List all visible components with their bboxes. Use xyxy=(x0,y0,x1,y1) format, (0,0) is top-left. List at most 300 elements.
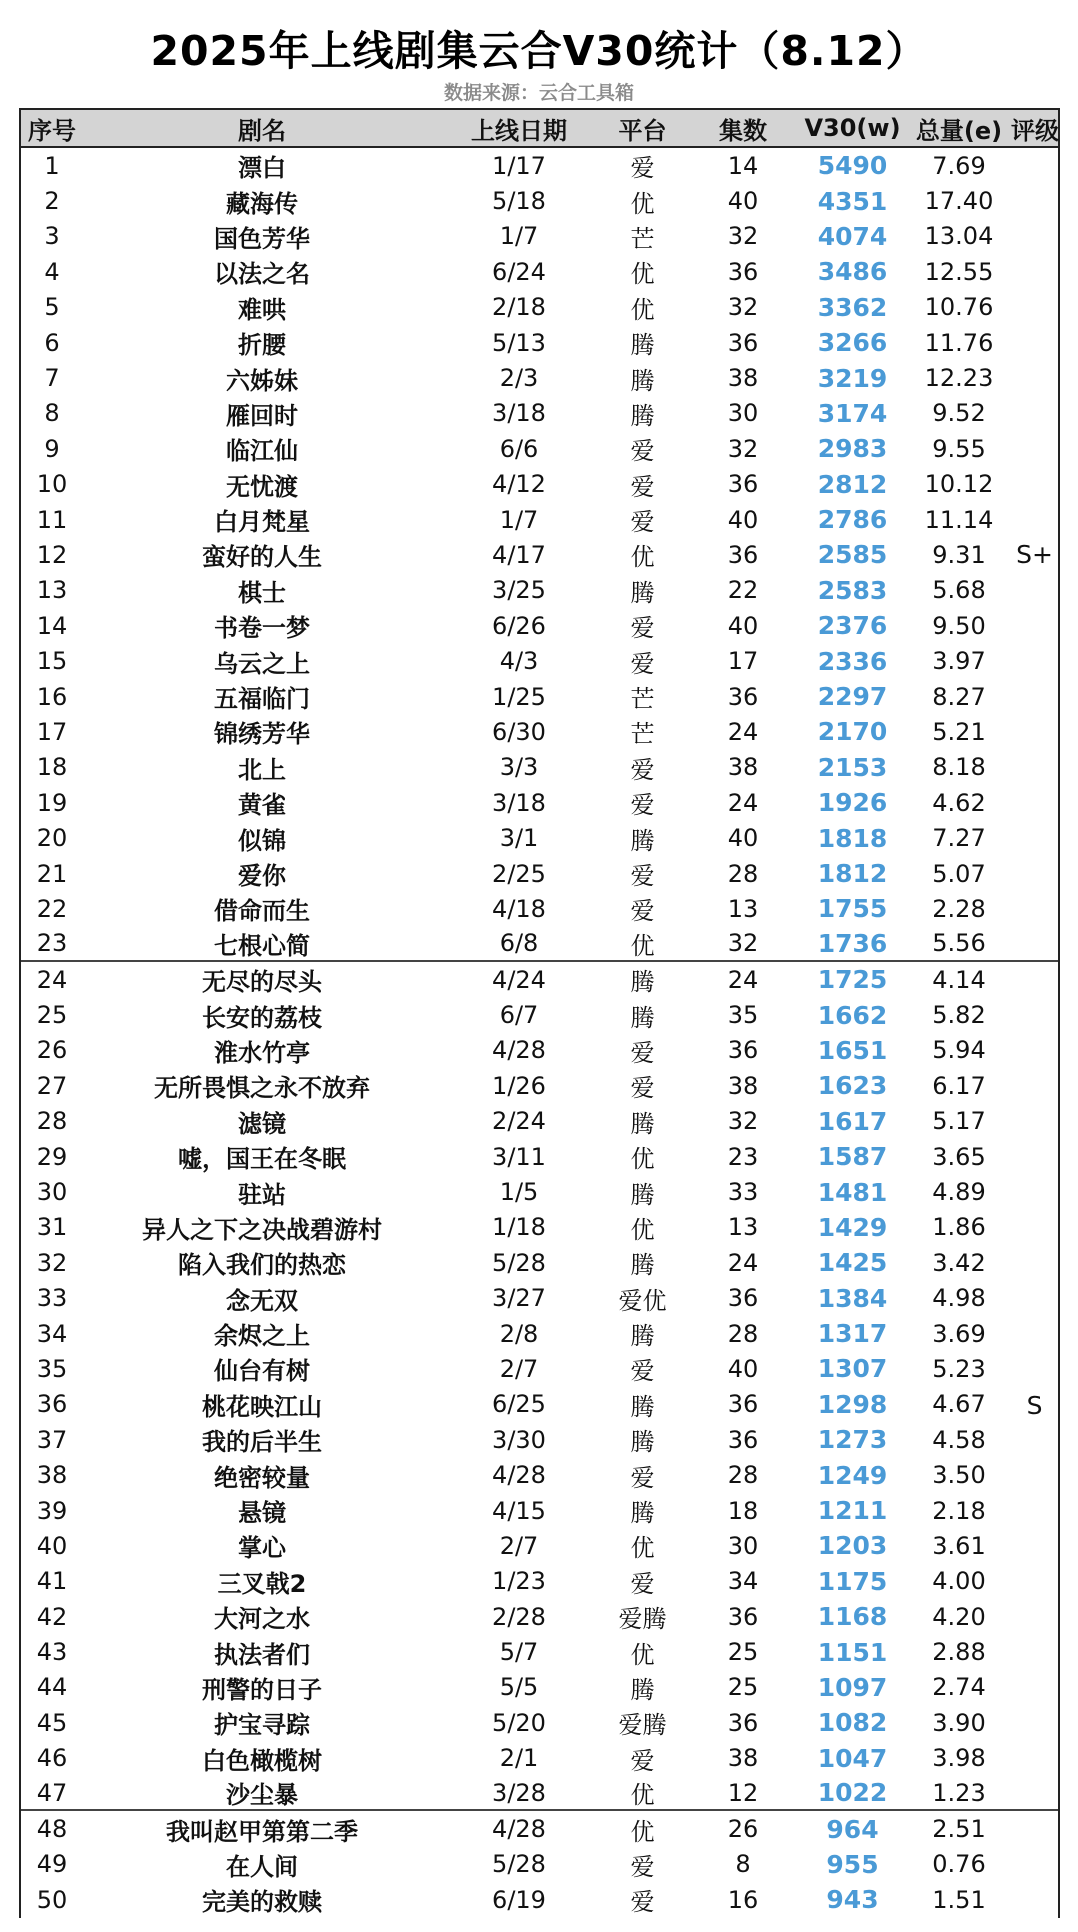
header-total: 总量(e) xyxy=(915,116,1003,145)
cell-date: 1/25 xyxy=(492,682,546,711)
cell-name: 长安的荔枝 xyxy=(202,1003,322,1032)
cell-total: 3.90 xyxy=(932,1708,986,1737)
cell-v30: 1651 xyxy=(817,1035,888,1065)
cell-total: 3.65 xyxy=(932,1142,986,1171)
cell-rank: 50 xyxy=(36,1885,68,1914)
cell-v30: 3219 xyxy=(817,363,888,393)
cell-v30: 1151 xyxy=(817,1637,888,1667)
cell-date: 5/18 xyxy=(492,187,546,216)
cell-total: 1.86 xyxy=(932,1213,986,1242)
cell-episodes: 40 xyxy=(727,187,759,216)
cell-episodes: 38 xyxy=(727,753,759,782)
cell-platform: 腾 xyxy=(630,1251,655,1280)
table-row xyxy=(21,1281,1058,1316)
cell-platform: 优 xyxy=(630,931,655,960)
cell-rank: 33 xyxy=(36,1284,68,1313)
table-row xyxy=(21,1351,1058,1386)
cell-name: 沙尘暴 xyxy=(226,1781,298,1810)
cell-v30: 2170 xyxy=(817,717,888,747)
cell-v30: 2583 xyxy=(817,575,888,605)
cell-platform: 爱 xyxy=(630,437,655,466)
cell-total: 5.94 xyxy=(932,1036,986,1065)
cell-episodes: 17 xyxy=(727,647,759,676)
cell-rank: 2 xyxy=(44,187,60,216)
cell-date: 2/18 xyxy=(492,293,546,322)
cell-rank: 28 xyxy=(36,1107,68,1136)
table-row xyxy=(21,219,1058,254)
cell-date: 6/30 xyxy=(492,717,546,746)
cell-platform: 爱 xyxy=(630,1888,655,1917)
cell-v30: 5490 xyxy=(817,151,888,181)
cell-episodes: 25 xyxy=(727,1638,759,1667)
cell-platform: 优 xyxy=(630,260,655,289)
cell-date: 2/7 xyxy=(499,1354,539,1383)
cell-episodes: 22 xyxy=(727,576,759,605)
table-row xyxy=(21,1741,1058,1776)
cell-platform: 优 xyxy=(630,543,655,572)
cell-platform: 爱 xyxy=(630,1038,655,1067)
cell-platform: 腾 xyxy=(630,331,655,360)
cell-platform: 腾 xyxy=(630,1675,655,1704)
cell-date: 2/7 xyxy=(499,1531,539,1560)
cell-date: 1/7 xyxy=(499,222,539,251)
cell-name: 在人间 xyxy=(226,1852,298,1881)
cell-total: 5.82 xyxy=(932,1001,986,1030)
cell-total: 9.52 xyxy=(932,399,986,428)
cell-date: 5/5 xyxy=(499,1673,539,1702)
cell-total: 2.74 xyxy=(932,1673,986,1702)
cell-date: 5/28 xyxy=(492,1248,546,1277)
cell-name: 我叫赵甲第第二季 xyxy=(166,1817,358,1846)
cell-episodes: 28 xyxy=(727,1461,759,1490)
cell-date: 3/1 xyxy=(499,824,539,853)
cell-date: 5/13 xyxy=(492,328,546,357)
cell-rank: 49 xyxy=(36,1850,68,1879)
table-row xyxy=(21,502,1058,537)
cell-rank: 9 xyxy=(44,434,60,463)
cell-rank: 10 xyxy=(36,470,68,499)
cell-platform: 腾 xyxy=(630,1003,655,1032)
table-row xyxy=(21,148,1058,183)
table-row xyxy=(21,1564,1058,1599)
cell-platform: 腾 xyxy=(630,401,655,430)
cell-platform: 腾 xyxy=(630,1428,655,1457)
cell-v30: 1273 xyxy=(817,1425,888,1455)
cell-episodes: 36 xyxy=(727,1390,759,1419)
cell-episodes: 24 xyxy=(727,788,759,817)
cell-rank: 35 xyxy=(36,1354,68,1383)
cell-platform: 爱优 xyxy=(618,1286,667,1315)
cell-total: 3.69 xyxy=(932,1319,986,1348)
cell-name: 爱你 xyxy=(238,862,286,890)
cell-rank: 3 xyxy=(44,222,60,251)
cell-platform: 腾 xyxy=(630,1392,655,1421)
cell-rank: 29 xyxy=(36,1142,68,1171)
cell-date: 1/23 xyxy=(492,1567,546,1596)
cell-episodes: 38 xyxy=(727,1744,759,1773)
table-body xyxy=(21,148,1058,1918)
cell-name: 滤镜 xyxy=(238,1109,286,1138)
cell-episodes: 36 xyxy=(727,1284,759,1313)
cell-total: 13.04 xyxy=(924,222,994,251)
cell-rank: 34 xyxy=(36,1319,68,1348)
cell-total: 6.17 xyxy=(932,1071,986,1100)
table-row xyxy=(21,785,1058,820)
table-row xyxy=(21,1174,1058,1209)
cell-v30: 3266 xyxy=(817,328,888,358)
table-row xyxy=(21,1776,1058,1811)
table-row xyxy=(21,1245,1058,1280)
cell-total: 4.89 xyxy=(932,1178,986,1207)
cell-episodes: 30 xyxy=(727,1531,759,1560)
cell-name: 书卷一梦 xyxy=(214,614,310,643)
cell-rank: 25 xyxy=(36,1001,68,1030)
table-row xyxy=(21,820,1058,855)
cell-v30: 3486 xyxy=(817,257,888,287)
cell-total: 5.56 xyxy=(932,929,986,958)
cell-rank: 32 xyxy=(36,1248,68,1277)
cell-rank: 1 xyxy=(44,151,60,180)
table-row xyxy=(21,1422,1058,1457)
cell-date: 5/28 xyxy=(492,1850,546,1879)
cell-date: 3/30 xyxy=(492,1425,546,1454)
cell-date: 6/26 xyxy=(492,611,546,640)
cell-name: 三叉戟2 xyxy=(217,1569,307,1598)
cell-episodes: 40 xyxy=(727,1354,759,1383)
cell-date: 6/7 xyxy=(499,1001,539,1030)
cell-date: 1/26 xyxy=(492,1071,546,1100)
cell-name: 北上 xyxy=(238,755,286,784)
table-row xyxy=(21,1104,1058,1139)
cell-name: 掌心 xyxy=(238,1534,286,1563)
cell-v30: 2297 xyxy=(817,682,888,712)
grade-s-plus: S+ xyxy=(1016,540,1053,570)
cell-v30: 1168 xyxy=(817,1602,888,1632)
header-platform: 平台 xyxy=(618,116,667,145)
cell-name: 临江仙 xyxy=(226,437,298,466)
cell-name: 以法之名 xyxy=(214,260,310,289)
table-row xyxy=(21,1493,1058,1528)
table-row xyxy=(21,1528,1058,1563)
cell-rank: 6 xyxy=(44,328,60,357)
cell-total: 2.51 xyxy=(932,1815,986,1844)
cell-rank: 23 xyxy=(36,929,68,958)
cell-total: 9.50 xyxy=(932,611,986,640)
cell-episodes: 18 xyxy=(727,1496,759,1525)
cell-date: 5/20 xyxy=(492,1708,546,1737)
cell-date: 3/3 xyxy=(499,753,539,782)
cell-platform: 爱 xyxy=(630,897,655,926)
cell-platform: 爱 xyxy=(630,154,655,183)
cell-total: 3.50 xyxy=(932,1461,986,1490)
cell-total: 11.14 xyxy=(924,505,994,534)
cell-name: 国色芳华 xyxy=(214,224,310,253)
cell-platform: 爱 xyxy=(630,1357,655,1386)
cell-rank: 4 xyxy=(44,257,60,286)
cell-v30: 1926 xyxy=(817,788,888,818)
cell-episodes: 40 xyxy=(727,611,759,640)
header-name: 剧名 xyxy=(238,116,286,145)
cell-episodes: 32 xyxy=(727,222,759,251)
cell-name: 嘘，国王在冬眠 xyxy=(178,1145,346,1174)
cell-total: 5.21 xyxy=(932,717,986,746)
table-row xyxy=(21,1139,1058,1174)
cell-total: 7.69 xyxy=(932,151,986,180)
cell-v30: 1047 xyxy=(817,1743,888,1773)
cell-date: 6/6 xyxy=(499,434,539,463)
cell-v30: 2983 xyxy=(817,434,888,464)
table-row xyxy=(21,254,1058,289)
cell-platform: 优 xyxy=(630,1640,655,1669)
cell-name: 白色橄榄树 xyxy=(202,1746,322,1775)
cell-v30: 2153 xyxy=(817,752,888,782)
cell-v30: 1818 xyxy=(817,823,888,853)
cell-v30: 3174 xyxy=(817,398,888,428)
table-row xyxy=(21,290,1058,325)
cell-episodes: 33 xyxy=(727,1178,759,1207)
cell-episodes: 36 xyxy=(727,540,759,569)
cell-platform: 优 xyxy=(630,1215,655,1244)
cell-rank: 15 xyxy=(36,647,68,676)
cell-name: 白月梵星 xyxy=(214,508,310,537)
table-row xyxy=(21,431,1058,466)
cell-date: 2/24 xyxy=(492,1107,546,1136)
cell-episodes: 32 xyxy=(727,293,759,322)
cell-platform: 优 xyxy=(630,1534,655,1563)
cell-platform: 优 xyxy=(630,189,655,218)
cell-rank: 13 xyxy=(36,576,68,605)
table-row xyxy=(21,962,1058,997)
cell-date: 4/17 xyxy=(492,540,546,569)
cell-total: 4.62 xyxy=(932,788,986,817)
cell-platform: 优 xyxy=(630,1145,655,1174)
cell-platform: 爱 xyxy=(630,755,655,784)
cell-name: 雁回时 xyxy=(226,401,298,430)
cell-rank: 17 xyxy=(36,717,68,746)
cell-rank: 44 xyxy=(36,1673,68,1702)
table-row xyxy=(21,1811,1058,1846)
cell-rank: 26 xyxy=(36,1036,68,1065)
cell-v30: 1812 xyxy=(817,859,888,888)
cell-date: 4/28 xyxy=(492,1815,546,1844)
cell-platform: 芒 xyxy=(630,224,655,253)
cell-rank: 41 xyxy=(36,1567,68,1596)
cell-platform: 腾 xyxy=(630,826,655,855)
cell-date: 6/8 xyxy=(499,929,539,958)
cell-name: 漂白 xyxy=(238,154,286,183)
cell-total: 10.12 xyxy=(924,470,994,499)
cell-episodes: 36 xyxy=(727,328,759,357)
cell-name: 无忧渡 xyxy=(226,472,298,501)
cell-episodes: 28 xyxy=(727,859,759,888)
cell-total: 4.14 xyxy=(932,965,986,994)
table-row xyxy=(21,679,1058,714)
cell-rank: 43 xyxy=(36,1638,68,1667)
cell-episodes: 34 xyxy=(727,1567,759,1596)
cell-v30: 1317 xyxy=(817,1319,888,1349)
cell-episodes: 13 xyxy=(727,894,759,923)
cell-name: 仙台有树 xyxy=(214,1357,310,1386)
cell-name: 大河之水 xyxy=(214,1605,310,1634)
cell-episodes: 36 xyxy=(727,1425,759,1454)
cell-rank: 18 xyxy=(36,753,68,782)
cell-v30: 1587 xyxy=(817,1142,888,1172)
cell-name: 异人之下之决战碧游村 xyxy=(142,1215,382,1244)
cell-platform: 爱 xyxy=(630,862,655,890)
cell-total: 4.00 xyxy=(932,1567,986,1596)
cell-episodes: 13 xyxy=(727,1213,759,1242)
cell-episodes: 36 xyxy=(727,682,759,711)
cell-episodes: 32 xyxy=(727,1107,759,1136)
cell-episodes: 36 xyxy=(727,1036,759,1065)
cell-total: 5.17 xyxy=(932,1107,986,1136)
cell-platform: 腾 xyxy=(630,1499,655,1528)
cell-total: 3.61 xyxy=(932,1531,986,1560)
cell-total: 1.51 xyxy=(932,1885,986,1914)
cell-name: 锦绣芳华 xyxy=(214,720,310,749)
cell-v30: 1203 xyxy=(817,1531,888,1561)
cell-v30: 1425 xyxy=(817,1248,888,1278)
cell-platform: 芒 xyxy=(630,720,655,749)
cell-name: 执法者们 xyxy=(214,1640,310,1669)
cell-date: 4/28 xyxy=(492,1461,546,1490)
cell-rank: 47 xyxy=(36,1778,68,1807)
table-row xyxy=(21,643,1058,678)
cell-v30: 3362 xyxy=(817,292,888,322)
cell-name: 折腰 xyxy=(238,331,286,360)
cell-date: 4/18 xyxy=(492,894,546,923)
cell-rank: 21 xyxy=(36,859,68,888)
cell-name: 无尽的尽头 xyxy=(202,968,322,997)
cell-rank: 22 xyxy=(36,894,68,923)
table-row xyxy=(21,856,1058,891)
cell-name: 借命而生 xyxy=(214,897,310,926)
cell-total: 5.07 xyxy=(932,859,986,888)
cell-platform: 芒 xyxy=(630,685,655,714)
header-v30: V30(w) xyxy=(804,114,901,142)
cell-v30: 2585 xyxy=(817,540,888,570)
table-row xyxy=(21,1387,1058,1422)
cell-v30: 1662 xyxy=(817,1000,888,1030)
grade-s: S xyxy=(1026,1391,1043,1420)
cell-platform: 优 xyxy=(630,1781,655,1810)
cell-name: 陷入我们的热恋 xyxy=(178,1251,346,1280)
cell-date: 3/28 xyxy=(492,1778,546,1807)
cell-total: 4.67 xyxy=(932,1390,986,1419)
cell-date: 4/28 xyxy=(492,1036,546,1065)
cell-name: 念无双 xyxy=(226,1286,298,1315)
table-row xyxy=(21,1316,1058,1351)
data-source-note: 数据来源：云合工具箱 xyxy=(443,82,634,104)
cell-total: 12.55 xyxy=(924,257,994,286)
cell-rank: 19 xyxy=(36,788,68,817)
table-row xyxy=(21,750,1058,785)
cell-rank: 30 xyxy=(36,1178,68,1207)
cell-episodes: 38 xyxy=(727,364,759,393)
cell-date: 6/19 xyxy=(492,1885,546,1914)
cell-date: 1/18 xyxy=(492,1213,546,1242)
cell-episodes: 14 xyxy=(727,151,759,180)
cell-rank: 38 xyxy=(36,1461,68,1490)
cell-date: 2/28 xyxy=(492,1602,546,1631)
header-rank: 序号 xyxy=(28,116,76,145)
cell-total: 4.20 xyxy=(932,1602,986,1631)
cell-total: 3.98 xyxy=(932,1744,986,1773)
cell-episodes: 28 xyxy=(727,1319,759,1348)
cell-rank: 42 xyxy=(36,1602,68,1631)
cell-v30: 2376 xyxy=(817,611,888,641)
cell-rank: 46 xyxy=(36,1744,68,1773)
cell-name: 我的后半生 xyxy=(202,1428,322,1457)
cell-rank: 31 xyxy=(36,1213,68,1242)
cell-v30: 1082 xyxy=(817,1708,888,1738)
cell-rank: 7 xyxy=(44,364,60,393)
cell-rank: 45 xyxy=(36,1708,68,1737)
cell-rank: 40 xyxy=(36,1531,68,1560)
cell-name: 余烬之上 xyxy=(214,1322,310,1351)
cell-rank: 48 xyxy=(36,1815,68,1844)
table-row xyxy=(21,608,1058,643)
cell-date: 6/25 xyxy=(492,1390,546,1419)
cell-platform: 爱 xyxy=(630,791,655,820)
cell-episodes: 8 xyxy=(735,1850,751,1879)
cell-rank: 27 xyxy=(36,1071,68,1100)
cell-total: 2.88 xyxy=(932,1638,986,1667)
cell-rank: 5 xyxy=(44,293,60,322)
cell-date: 2/1 xyxy=(499,1744,539,1773)
cell-total: 1.23 xyxy=(932,1778,986,1807)
cell-name: 驻站 xyxy=(238,1180,286,1209)
table-row xyxy=(21,396,1058,431)
cell-rank: 12 xyxy=(36,540,68,569)
cell-v30: 964 xyxy=(826,1814,879,1844)
cell-episodes: 40 xyxy=(727,824,759,853)
cell-platform: 爱 xyxy=(630,508,655,537)
header-date: 上线日期 xyxy=(471,116,567,145)
table-row xyxy=(21,1457,1058,1492)
cell-v30: 2786 xyxy=(817,505,888,535)
table-row xyxy=(21,1210,1058,1245)
cell-date: 4/15 xyxy=(492,1496,546,1525)
cell-date: 2/25 xyxy=(492,859,546,888)
cell-rank: 36 xyxy=(36,1390,68,1419)
table-row xyxy=(21,1634,1058,1669)
cell-name: 完美的救赎 xyxy=(202,1888,322,1917)
cell-total: 17.40 xyxy=(924,187,994,216)
cell-v30: 1307 xyxy=(817,1354,888,1384)
cell-platform: 优 xyxy=(630,1817,655,1846)
cell-date: 4/24 xyxy=(492,965,546,994)
cell-total: 9.55 xyxy=(932,434,986,463)
cell-platform: 腾 xyxy=(630,968,655,997)
cell-platform: 爱 xyxy=(630,1746,655,1775)
cell-episodes: 40 xyxy=(727,505,759,534)
cell-rank: 39 xyxy=(36,1496,68,1525)
cell-platform: 爱 xyxy=(630,614,655,643)
cell-rank: 20 xyxy=(36,824,68,853)
cell-v30: 1617 xyxy=(817,1106,888,1136)
cell-name: 淮水竹亭 xyxy=(214,1038,310,1067)
cell-total: 7.27 xyxy=(932,824,986,853)
cell-name: 棋士 xyxy=(238,578,286,607)
cell-episodes: 36 xyxy=(727,1708,759,1737)
cell-rank: 37 xyxy=(36,1425,68,1454)
cell-v30: 1623 xyxy=(817,1071,888,1101)
cell-date: 6/24 xyxy=(492,257,546,286)
table-row xyxy=(21,1670,1058,1705)
cell-total: 3.97 xyxy=(932,647,986,676)
cell-date: 2/3 xyxy=(499,364,539,393)
